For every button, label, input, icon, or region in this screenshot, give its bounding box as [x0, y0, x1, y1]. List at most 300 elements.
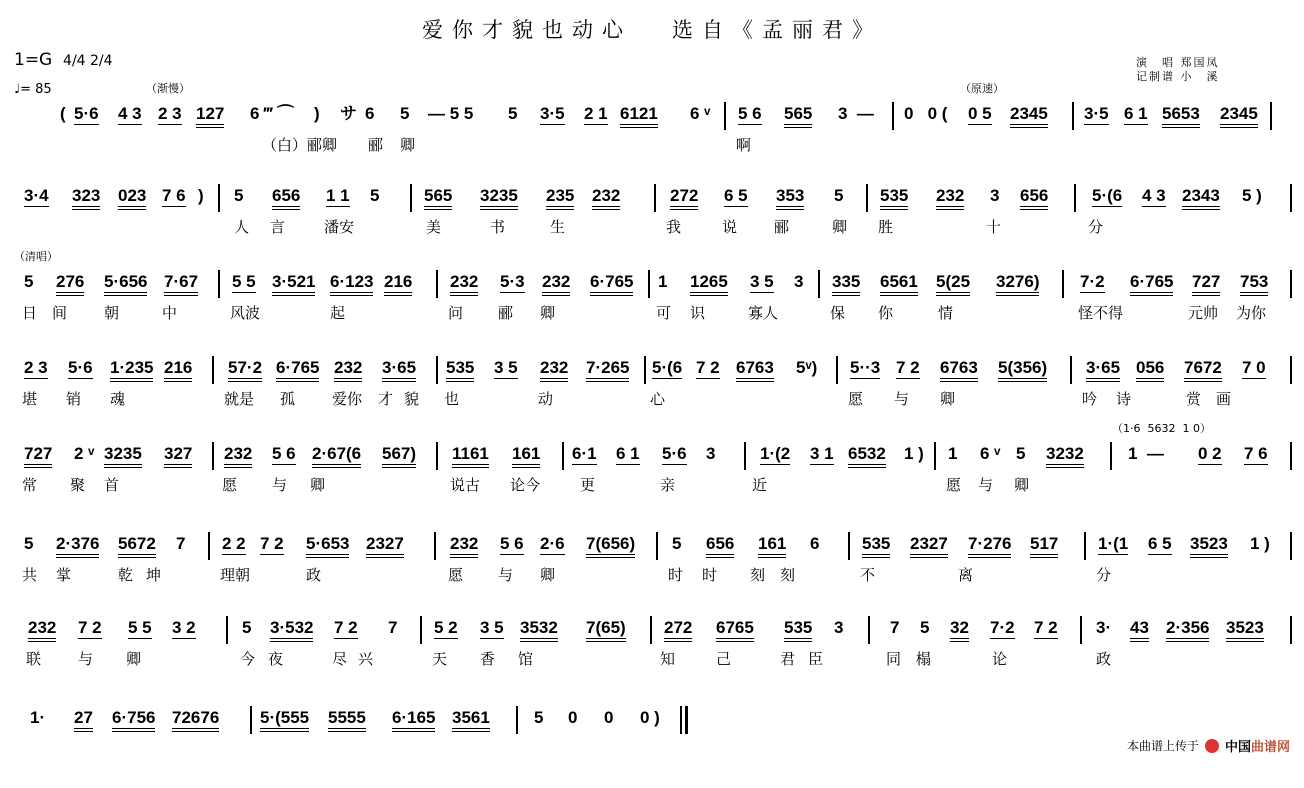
note-group: 6561 [880, 272, 918, 296]
lyric: 郦 [368, 136, 384, 154]
lyric: 坤 [146, 566, 162, 584]
note-group: 161 [758, 534, 786, 558]
barline [420, 616, 422, 644]
lyric: 己 [716, 650, 732, 668]
note-group: 3·65 [1086, 358, 1120, 382]
lyric: 孤 [280, 390, 296, 408]
note-group: 5 5 [128, 618, 152, 637]
lyric: 与 [978, 476, 994, 494]
note-group: 5(356) [998, 358, 1047, 382]
lyric: 香 [480, 650, 496, 668]
note-group: 5·3 [500, 272, 525, 291]
lyric: 情 [938, 304, 954, 322]
note-group: 6 ᵛ [690, 104, 711, 123]
note-group: 232 [450, 272, 478, 296]
lyric: 胜 [878, 218, 894, 236]
lyric: 愿 [448, 566, 464, 584]
note-group: 6·756 [112, 708, 155, 732]
note-group: 3 5 [494, 358, 518, 377]
note-group: 127 [196, 104, 224, 128]
note-group: 5 [24, 272, 34, 291]
note-group: 3235 [104, 444, 142, 468]
lyric: 就是 [224, 390, 255, 408]
note-group: 3·5 [540, 104, 565, 123]
lyric: 魂 [110, 390, 126, 408]
barline [436, 356, 438, 384]
expression-marking: （清唱） [14, 250, 58, 263]
note-group: 2327 [910, 534, 948, 558]
barline [208, 532, 210, 560]
lyric: 与 [498, 566, 514, 584]
note-group: 7(656) [586, 534, 635, 558]
lyric: 分 [1088, 218, 1104, 236]
note-group: 3 — [838, 104, 874, 123]
lyric: 榻 [916, 650, 932, 668]
note-group: 565 [424, 186, 452, 210]
lyric: 郦 [774, 218, 790, 236]
note-group: ) [198, 186, 204, 205]
note-group: 056 [1136, 358, 1164, 382]
note-group: 6·765 [590, 272, 633, 296]
note-group: 2·356 [1166, 618, 1209, 642]
barline [212, 356, 214, 384]
lyric: 心 [650, 390, 666, 408]
note-group: 5·(6 [652, 358, 683, 377]
lyric: 天 [432, 650, 448, 668]
lyric: 分 [1096, 566, 1112, 584]
note-group: 3 [990, 186, 1000, 205]
lyric: 与 [272, 476, 288, 494]
lyric: 说 [722, 218, 738, 236]
note-group: 3 1 [810, 444, 834, 463]
lyric: 愿 [222, 476, 238, 494]
note-group: 656 [706, 534, 734, 558]
lyric: 间 [52, 304, 68, 322]
note-group: 7·265 [586, 358, 629, 382]
note-group: 535 [880, 186, 908, 210]
lyric: 政 [1096, 650, 1112, 668]
note-group: 3·5 [1084, 104, 1109, 123]
barline [516, 706, 518, 734]
note-group: 5 [508, 104, 518, 123]
note-group: 335 [832, 272, 860, 296]
note-group: 232 [936, 186, 964, 210]
barline [218, 270, 220, 298]
score-title [0, 14, 1304, 44]
note-group: 7 [890, 618, 900, 637]
lyric: 赏 [1186, 390, 1202, 408]
lyric: 我 [666, 218, 682, 236]
note-group: 6 5 [724, 186, 748, 205]
barline [1074, 184, 1076, 212]
note-group: 5 [400, 104, 410, 123]
note-group: 6 ᵛ [980, 444, 1001, 463]
note-group: 567) [382, 444, 416, 468]
note-group: 6532 [848, 444, 886, 468]
note-group: 0 2 [1198, 444, 1222, 463]
lyric: 馆 [518, 650, 534, 668]
note-group: 6 5 [1148, 534, 1172, 553]
note-group: 5 [24, 534, 34, 553]
note-group: 327 [164, 444, 192, 468]
note-group: 5·6 [68, 358, 93, 377]
note-group: 3232 [1046, 444, 1084, 468]
note-group: 7 2 [78, 618, 102, 637]
lyric: 潘安 [324, 218, 355, 236]
note-group: 5 [534, 708, 544, 727]
barline [644, 356, 646, 384]
note-group: 6 1 [616, 444, 640, 463]
note-group: 3523 [1226, 618, 1264, 642]
lyric: 郦 [498, 304, 514, 322]
lyric: 日 [22, 304, 38, 322]
barline [562, 442, 564, 470]
lyric: 才 [378, 390, 394, 408]
lyric: 愿 [946, 476, 962, 494]
lyric: 卿 [310, 476, 326, 494]
barline [654, 184, 656, 212]
note-group: 5·(6 [1092, 186, 1123, 205]
note-group: 7 2 [260, 534, 284, 553]
lyric: 知 [660, 650, 676, 668]
note-group: 753 [1240, 272, 1268, 296]
note-group: 5 [834, 186, 844, 205]
lyric: 爱你 [332, 390, 363, 408]
lyric: 刻 [780, 566, 796, 584]
note-group: 1 [948, 444, 958, 463]
lyric: 生 [550, 218, 566, 236]
note-group: 6 ‴ ⌒ [250, 104, 295, 123]
note-group: 7 2 [1034, 618, 1058, 637]
lyric: （白）郦卿 [262, 136, 338, 154]
note-group: 161 [512, 444, 540, 468]
lyric: 风波 [230, 304, 261, 322]
note-group: ( [60, 104, 66, 123]
lyric: 朝 [104, 304, 120, 322]
lyric: 销 [66, 390, 82, 408]
note-group: 535 [446, 358, 474, 382]
note-group: 1·235 [110, 358, 153, 382]
footer-watermark [1127, 736, 1290, 755]
note-group: 727 [1192, 272, 1220, 296]
lyric: 为你 [1236, 304, 1267, 322]
tempo-marking: ♩= 85 [14, 82, 52, 97]
lyric: 夜 [268, 650, 284, 668]
note-group: 0 0 ( [904, 104, 948, 123]
note-group: 1161 [452, 444, 489, 468]
lyric: 中 [162, 304, 178, 322]
song-source: 选自《孟丽君》 [672, 18, 882, 42]
note-group: 5555 [328, 708, 366, 732]
note-group: 3235 [480, 186, 518, 210]
note-group: 5·6 [662, 444, 687, 463]
barline [218, 184, 220, 212]
note-group: 7·2 [990, 618, 1015, 637]
note-group: 7 2 [334, 618, 358, 637]
barline [1270, 102, 1272, 130]
note-group: 2345 [1010, 104, 1048, 128]
note-group: 3523 [1190, 534, 1228, 558]
note-group: 5 6 [272, 444, 296, 463]
barline [436, 270, 438, 298]
note-group: 1 [658, 272, 668, 291]
note-group: 3·532 [270, 618, 313, 642]
note-group: 2 ᵛ [74, 444, 95, 463]
note-group: 7 2 [696, 358, 720, 377]
note-group: 535 [784, 618, 812, 642]
lyric: 貌 [404, 390, 420, 408]
note-group: 276 [56, 272, 84, 296]
lyric: 元帅 [1188, 304, 1219, 322]
note-group: 3·521 [272, 272, 315, 296]
note-group: 57·2 [228, 358, 262, 382]
lyric: 言 [270, 218, 286, 236]
note-group: 235 [546, 186, 574, 210]
lyric: 同 [886, 650, 902, 668]
transcriber-label: 记制谱 [1136, 70, 1175, 83]
barline [648, 270, 650, 298]
note-group: 7672 [1184, 358, 1222, 382]
note-group: 3532 [520, 618, 558, 642]
note-group: 727 [24, 444, 52, 468]
note-group: 3 [834, 618, 844, 637]
lyric: 乾 [118, 566, 134, 584]
note-group: 72676 [172, 708, 219, 732]
lyric: 刻 [750, 566, 766, 584]
lyric: 更 [580, 476, 596, 494]
note-group: 2·376 [56, 534, 99, 558]
note-group: 3· [1096, 618, 1112, 637]
note-group: 3 [706, 444, 716, 463]
note-group: 232 [224, 444, 252, 468]
lyric: 寡人 [748, 304, 779, 322]
barline [744, 442, 746, 470]
note-group: 6·1 [572, 444, 597, 463]
lyric: 人 [234, 218, 250, 236]
note-group: 5·6 [74, 104, 99, 123]
barline [410, 184, 412, 212]
note-group: 5 [370, 186, 380, 205]
barline [1072, 102, 1074, 130]
note-group: 6 1 [1124, 104, 1148, 123]
score-row [0, 186, 1304, 266]
lyric: 可 [656, 304, 672, 322]
note-group: 2 3 [158, 104, 182, 123]
note-group: 0 ) [640, 708, 660, 727]
key-signature: 1=G [14, 50, 53, 70]
note-group: 5 [234, 186, 244, 205]
note-group: 7 2 [896, 358, 920, 377]
barline [1290, 442, 1292, 470]
note-group: 023 [118, 186, 146, 210]
note-group: 7 6 [162, 186, 186, 205]
note-group: 5672 [118, 534, 156, 558]
lyric: 诗 [1116, 390, 1132, 408]
lyric: 起 [330, 304, 346, 322]
lyric: 联 [26, 650, 42, 668]
lyric: 共 [22, 566, 38, 584]
lyric: 今 [240, 650, 256, 668]
upload-text: 本曲谱上传于 [1126, 739, 1199, 753]
note-group: 6·165 [392, 708, 435, 732]
note-group: 2·6 [540, 534, 565, 553]
lyric: 美 [426, 218, 442, 236]
credits [1136, 56, 1220, 84]
lyric: 卿 [832, 218, 848, 236]
note-group: 1 ) [904, 444, 924, 463]
note-group: 1 ) [1250, 534, 1270, 553]
note-group: 232 [28, 618, 56, 642]
note-group: 5 [242, 618, 252, 637]
note-group: 216 [164, 358, 192, 382]
score-row [0, 708, 1304, 788]
barline [1110, 442, 1112, 470]
note-group: 272 [664, 618, 692, 642]
note-group: 2343 [1182, 186, 1220, 210]
barline [434, 532, 436, 560]
score-row [0, 618, 1304, 698]
note-group: 656 [272, 186, 300, 210]
note-group: 7·276 [968, 534, 1011, 558]
transcriber: 小 溪 [1180, 70, 1220, 83]
final-barline-thin [680, 706, 682, 734]
note-group: 232 [450, 534, 478, 558]
barline [934, 442, 936, 470]
note-group: 6763 [736, 358, 774, 382]
note-group: 5 5 [232, 272, 256, 291]
lyric: 不 [860, 566, 876, 584]
lyric: 时 [668, 566, 684, 584]
note-group: 5·(555 [260, 708, 309, 732]
note-group: 32 [950, 618, 969, 642]
lyric: 掌 [56, 566, 72, 584]
note-group: 5 6 [500, 534, 524, 553]
lyric: 怪不得 [1078, 304, 1124, 322]
note-group: 6763 [940, 358, 978, 382]
note-group: 1· [30, 708, 46, 727]
note-group: 323 [72, 186, 100, 210]
note-group: 2 2 [222, 534, 246, 553]
barline [1290, 616, 1292, 644]
lyric: 尽 [332, 650, 348, 668]
note-group: 7 6 [1244, 444, 1268, 463]
barline [436, 442, 438, 470]
note-group: 565 [784, 104, 812, 128]
note-group: 535 [862, 534, 890, 558]
note-group: 1265 [690, 272, 728, 296]
performer: 郑国凤 [1180, 56, 1220, 69]
note-group: 2 3 [24, 358, 48, 377]
note-group: 5·653 [306, 534, 349, 558]
expression-marking: （原速） [960, 82, 1004, 95]
lyric: 堪 [22, 390, 38, 408]
note-group: 6·765 [276, 358, 319, 382]
lyric: 书 [490, 218, 506, 236]
note-group: 5 [672, 534, 682, 553]
note-group: 232 [334, 358, 362, 382]
lyric: 常 [22, 476, 38, 494]
note-group: 6121 [620, 104, 658, 128]
lyric: 君 [780, 650, 796, 668]
note-group: 6 [810, 534, 820, 553]
lyric: 保 [830, 304, 846, 322]
lyric: 政 [306, 566, 322, 584]
lyric: 近 [752, 476, 768, 494]
note-group: 7·2 [1080, 272, 1105, 291]
lyric: 说古 [450, 476, 481, 494]
lyric: 卿 [940, 390, 956, 408]
note-group: ) [314, 104, 320, 123]
barline [226, 616, 228, 644]
lyric: 识 [690, 304, 706, 322]
note-group: 1·(1 [1098, 534, 1129, 553]
barline [1062, 270, 1064, 298]
lyric: 卿 [126, 650, 142, 668]
note-group: 3 2 [172, 618, 196, 637]
lyric: 兴 [358, 650, 374, 668]
lyric: 亲 [660, 476, 676, 494]
note-group: 5·656 [104, 272, 147, 296]
expression-marking: （1·6 5632 1 0） [1112, 422, 1211, 435]
lyric: 啊 [736, 136, 752, 154]
lyric: 论 [992, 650, 1008, 668]
lyric: 离 [958, 566, 974, 584]
note-group: 27 [74, 708, 93, 732]
barline [1084, 532, 1086, 560]
barline [1070, 356, 1072, 384]
note-group: 0 [568, 708, 578, 727]
note-group: 5··3 [850, 358, 881, 377]
expression-marking: （渐慢） [146, 82, 190, 95]
score-row [0, 250, 1304, 352]
note-group: 5653 [1162, 104, 1200, 128]
barline [866, 184, 868, 212]
lyric: 十 [986, 218, 1002, 236]
note-group: 5(25 [936, 272, 970, 296]
barline [1290, 270, 1292, 298]
key-and-meter [14, 50, 113, 70]
note-group: 216 [384, 272, 412, 296]
note-group: 6·123 [330, 272, 373, 296]
note-group: 7(65) [586, 618, 626, 642]
note-group: 272 [670, 186, 698, 210]
note-group: 1 — [1128, 444, 1164, 463]
note-group: 5ᵛ) [796, 358, 818, 377]
barline [656, 532, 658, 560]
lyric: 与 [78, 650, 94, 668]
lyric: 画 [1216, 390, 1232, 408]
song-title: 爱你才貌也动心 [422, 18, 632, 42]
note-group: 1·(2 [760, 444, 791, 463]
note-group: 2·67(6 [312, 444, 361, 468]
note-group: 6 [365, 104, 375, 123]
lyric: 愿 [848, 390, 864, 408]
note-group: 5 [920, 618, 930, 637]
barline [724, 102, 726, 130]
score-row [0, 358, 1304, 438]
lyric: 理朝 [220, 566, 251, 584]
lyric: 首 [104, 476, 120, 494]
barline [892, 102, 894, 130]
lyric: 也 [444, 390, 460, 408]
note-group: 7·67 [164, 272, 198, 296]
note-group: 232 [540, 358, 568, 382]
note-group: 3 5 [480, 618, 504, 637]
note-group: 6765 [716, 618, 754, 642]
note-group: — 5 5 [428, 104, 474, 123]
note-group: 7 [388, 618, 398, 637]
barline [818, 270, 820, 298]
